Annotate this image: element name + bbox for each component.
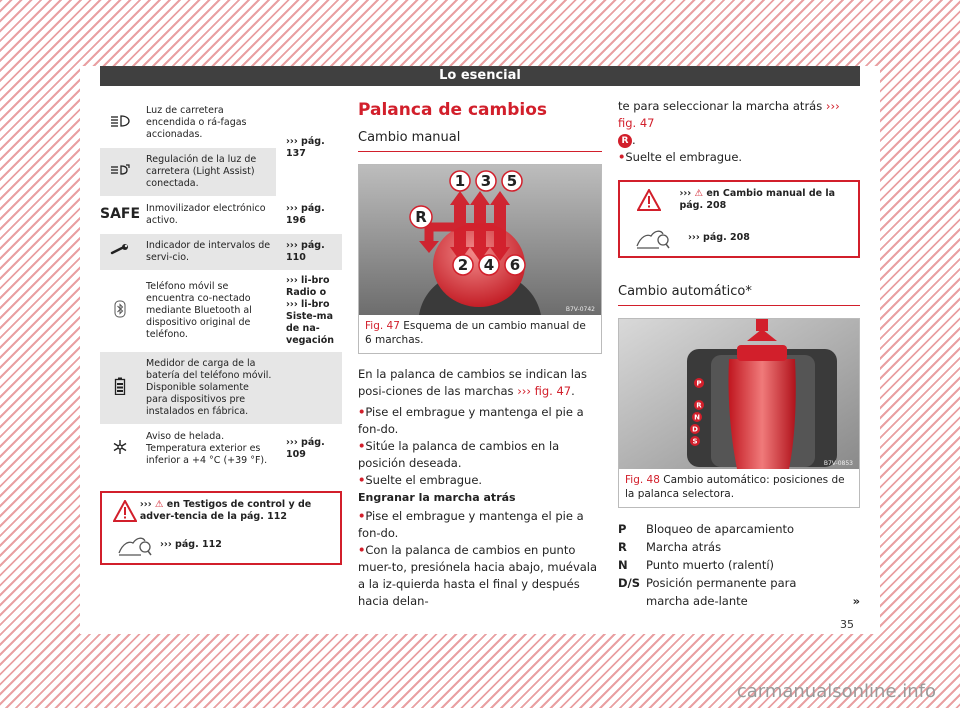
subheading: Engranar la marcha atrás	[358, 491, 516, 504]
list-item: P Bloqueo de aparcamiento	[618, 522, 795, 536]
list-item: • Pise el embrague y mantenga el pie a fon-do.	[358, 508, 602, 542]
manual-gear-image	[359, 165, 601, 315]
battery-icon	[100, 352, 140, 425]
continue-mark: »	[852, 594, 860, 608]
indicator-column	[100, 98, 342, 565]
warning-ref[interactable]: ››› pág. 112	[160, 539, 222, 550]
continued-text: te para seleccionar la marcha atrás ››› fig. 47 R . • Suelte el embrague.	[618, 98, 860, 166]
figure-link[interactable]: ››› fig. 47	[517, 384, 572, 398]
svg-text:5: 5	[506, 172, 518, 190]
indicator-text: Luz de carretera encendida o rá-fagas accionadas.	[146, 105, 247, 140]
light-icon	[100, 99, 140, 148]
warning-ref[interactable]: ››› pág. 208	[688, 232, 750, 243]
svg-text:N: N	[694, 413, 700, 422]
figure-caption: Fig. 47 Esquema de un cambio manual de 6 marchas.	[365, 320, 586, 346]
indicator-table	[100, 98, 342, 473]
warning-text[interactable]: ››› ⚠ en Cambio manual de la pág. 208	[679, 188, 836, 211]
automatic-gear-image	[619, 319, 859, 469]
auto-subtitle: Cambio automático*	[618, 284, 860, 306]
table-row	[100, 271, 342, 352]
auto-column	[618, 98, 860, 610]
warning-triangle-icon	[110, 500, 140, 522]
light-assist-icon	[100, 148, 140, 197]
list-item: • Suelte el embrague.	[358, 472, 602, 489]
reverse-badge: R	[618, 134, 632, 148]
table-row	[100, 99, 342, 148]
svg-text:6: 6	[509, 256, 521, 274]
list-item: R Marcha atrás	[618, 540, 722, 554]
table-row	[100, 197, 342, 234]
svg-text:R: R	[696, 401, 702, 410]
watermark: carmanualsonline.info	[736, 681, 936, 702]
list-item: • Sitúe la palanca de cambios en la posición deseada.	[358, 438, 602, 472]
table-row	[100, 352, 342, 425]
warning-text[interactable]: ››› ⚠ en Testigos de control y de adver-tencia de la pág. 112	[139, 499, 312, 522]
table-row	[100, 234, 342, 271]
wrench-icon	[100, 234, 140, 271]
list-item: • Con la palanca de cambios en punto muer-to, presiónela hacia abajo, muévala a la iz-quierda hasta el final y después hacia delan-	[358, 542, 602, 610]
manual-body	[358, 366, 602, 610]
svg-text:R: R	[415, 208, 427, 226]
environment-icon	[110, 533, 160, 557]
indicator-text: Aviso de helada. Temperatura exterior es inferior a +4 °C (+39 °F).	[146, 431, 268, 466]
warning-box	[618, 180, 860, 258]
page-header	[100, 66, 860, 86]
list-item: D/S Posición permanente para marcha ade-lante »	[618, 576, 860, 608]
indicator-ref	[276, 352, 342, 425]
table-row	[100, 425, 342, 474]
gear-column	[358, 98, 602, 610]
list-item: • Pise el embrague y mantenga el pie a fon-do.	[358, 404, 602, 438]
section-title: Palanca de cambios	[358, 100, 548, 120]
indicator-text: Regulación de la luz de carretera (Light Assist) conectada.	[146, 154, 257, 189]
indicator-text: Teléfono móvil se encuentra co-nectado mediante Bluetooth al dispositivo original de teléfono.	[146, 281, 252, 340]
figure-47	[358, 164, 602, 354]
indicator-ref[interactable]: ››› li-bro Radio o ››› li-bro Siste-ma de na-vegación	[286, 275, 335, 346]
intro-text: En la palanca de cambios se indican las posi-ciones de las marchas ››› fig. 47.	[358, 367, 588, 398]
snowflake-icon	[100, 425, 140, 474]
svg-text:3: 3	[480, 172, 492, 190]
indicator-ref[interactable]: ››› pág. 137	[286, 135, 325, 159]
warning-box	[100, 491, 342, 565]
svg-text:1: 1	[454, 172, 466, 190]
indicator-text: Indicador de intervalos de servi-cio.	[146, 240, 271, 263]
svg-text:2: 2	[457, 256, 469, 274]
header-title: Lo esencial	[439, 68, 521, 83]
environment-icon	[628, 226, 678, 250]
svg-text:P: P	[696, 379, 702, 388]
svg-text:B7V-0853: B7V-0853	[823, 460, 853, 467]
indicator-ref[interactable]: ››› pág. 196	[286, 203, 325, 226]
indicator-text: Medidor de carga de la batería del teléfono móvil. Disponible solamente para dispositivos pre instalados en fábrica.	[146, 358, 272, 417]
bluetooth-icon	[100, 271, 140, 352]
gear-position-list	[618, 520, 860, 610]
svg-text:S: S	[692, 437, 698, 446]
figure-caption: Fig. 48 Cambio automático: posiciones de la palanca selectora.	[625, 474, 845, 500]
figure-48	[618, 318, 860, 508]
page-number: 35	[840, 618, 854, 631]
svg-text:4: 4	[483, 256, 495, 274]
list-item: N Punto muerto (ralentí)	[618, 558, 775, 572]
warning-triangle-icon	[628, 189, 669, 211]
safe-icon: SAFE	[100, 206, 141, 222]
figure-link[interactable]: ››› fig. 47	[618, 99, 840, 130]
indicator-ref[interactable]: ››› pág. 110	[286, 240, 325, 263]
indicator-text: Inmovilizador electrónico activo.	[146, 203, 266, 226]
svg-text:D: D	[692, 425, 698, 434]
svg-text:B7V-0742: B7V-0742	[565, 306, 595, 313]
indicator-ref[interactable]: ››› pág. 109	[286, 437, 325, 460]
list-item: • Suelte el embrague.	[618, 149, 860, 166]
section-subtitle: Cambio manual	[358, 130, 602, 152]
